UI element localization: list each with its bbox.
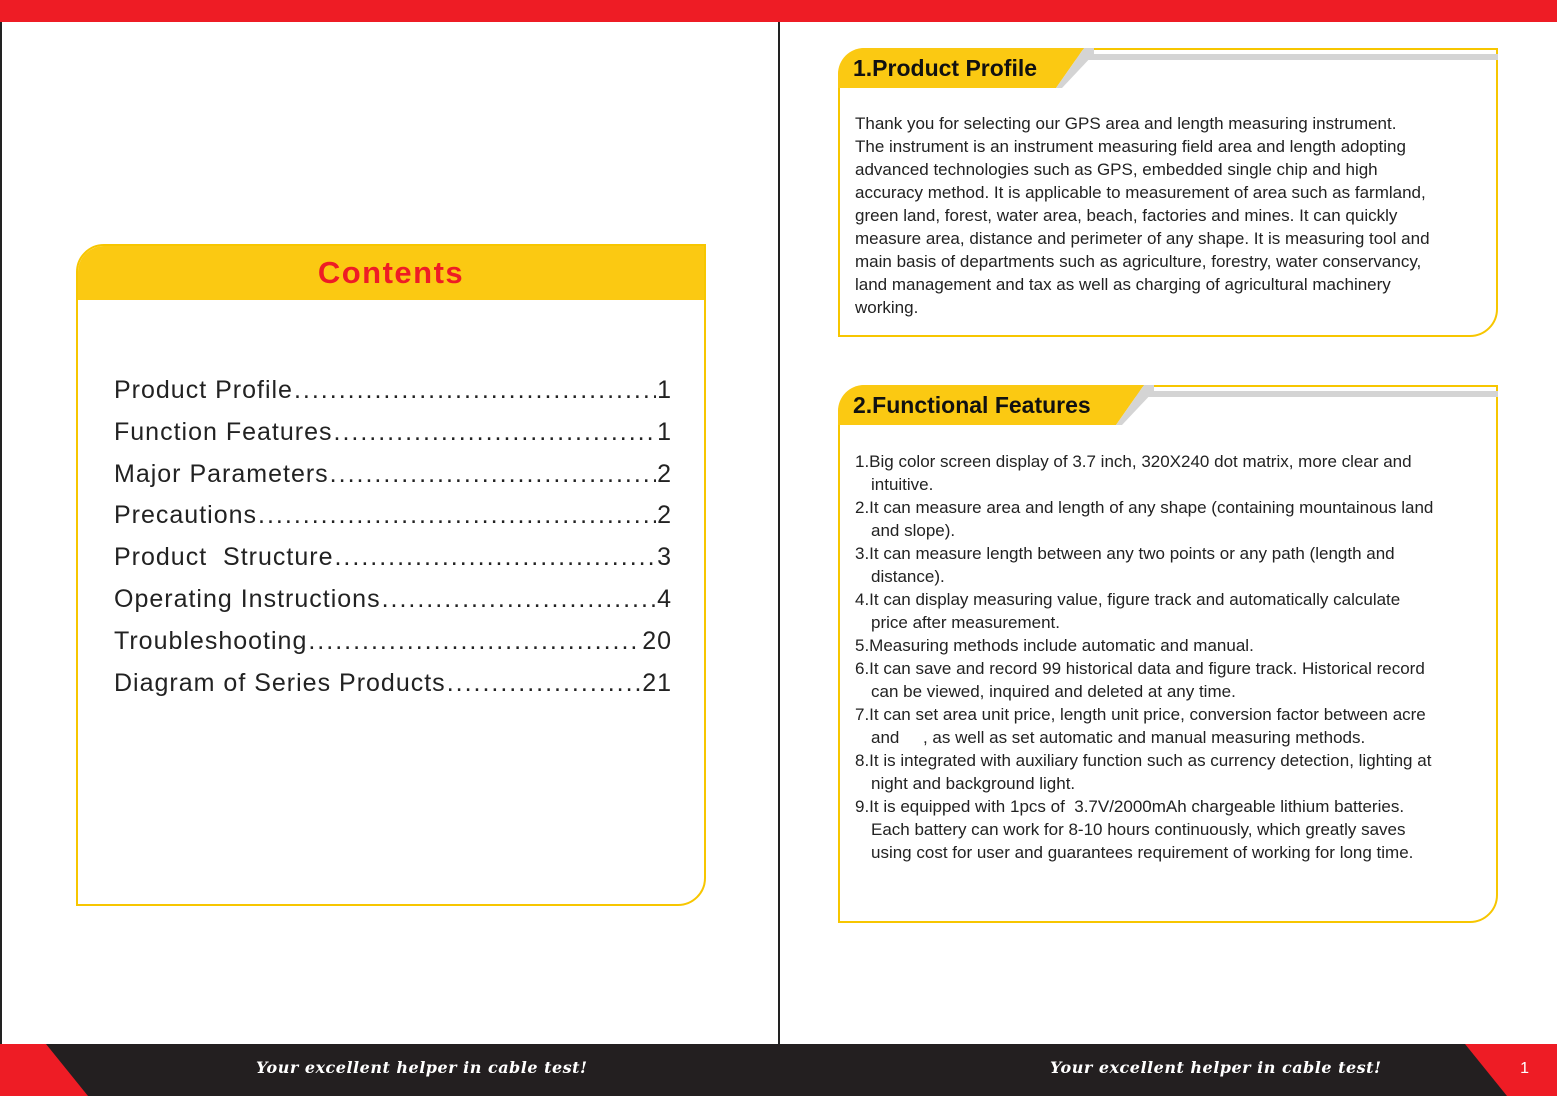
left-page: [0, 22, 778, 1044]
list-item-line: night and background light.: [871, 774, 1076, 793]
functional-features-list: [855, 450, 1433, 864]
toc-entry-page: 1: [657, 376, 672, 404]
paragraph-line: working.: [855, 298, 919, 317]
footer-red-corner-left: [0, 1044, 90, 1096]
paragraph-line: Thank you for selecting our GPS area and length measuring instrument.: [855, 114, 1397, 133]
list-item-line: 2.It can measure area and length of any shape (containing mountainous land: [855, 498, 1434, 517]
toc-leader-dots: [382, 585, 657, 614]
paragraph-line: The instrument is an instrument measuring field area and length adopting: [855, 137, 1406, 156]
toc-leader-dots: [258, 501, 656, 530]
toc-entry-title: Diagram of Series Products: [114, 668, 446, 697]
list-item: [855, 749, 1433, 795]
list-item: [855, 450, 1433, 496]
list-item-line: can be viewed, inquired and deleted at any time.: [871, 682, 1236, 701]
toc-entry-title: Precautions: [114, 501, 258, 530]
table-of-contents: [114, 376, 672, 710]
list-item: [855, 703, 1433, 749]
toc-entry-page: 2: [657, 501, 672, 530]
section-heading-tab: [838, 48, 1050, 88]
contents-title: Contents: [317, 255, 465, 290]
toc-leader-dots: [334, 543, 656, 572]
list-item-line: 1.Big color screen display of 3.7 inch, 320X240 dot matrix, more clear and: [855, 452, 1412, 471]
toc-entry-page: 2: [657, 459, 672, 488]
list-item: [855, 657, 1433, 703]
section-header-rule: [1134, 391, 1498, 397]
footer-bar: [0, 1044, 1557, 1096]
contents-header: [78, 246, 704, 300]
list-item-line: price after measurement.: [871, 613, 1060, 632]
list-item-line: 3.It can measure length between any two points or any path (length and: [855, 544, 1395, 563]
toc-entry-title: Function Features: [114, 417, 333, 446]
list-item-line: and , as well as set automatic and manual measuring methods.: [871, 728, 1366, 747]
toc-entry-page: 1: [657, 417, 672, 446]
toc-leader-dots: [447, 669, 642, 698]
toc-entry-title: Major Parameters: [114, 459, 329, 488]
page-number: 1: [1520, 1060, 1529, 1077]
toc-entry[interactable]: [114, 543, 672, 585]
toc-entry[interactable]: [114, 501, 672, 543]
paragraph-line: green land, forest, water area, beach, factories and mines. It can quickly: [855, 206, 1398, 225]
section-heading: 1.Product Profile: [853, 54, 1038, 81]
list-item-line: distance).: [871, 567, 945, 586]
toc-leader-dots: [330, 460, 656, 489]
toc-leader-dots: [334, 418, 657, 447]
list-item-line: 5.Measuring methods include automatic and manual.: [855, 636, 1254, 655]
list-item-line: and slope).: [871, 521, 956, 540]
toc-entry-title: Product Profile: [114, 376, 293, 404]
product-profile-section: [838, 48, 1498, 337]
list-item-line: using cost for user and guarantees requirement of working for long time.: [871, 843, 1414, 862]
section-heading: 2.Functional Features: [853, 391, 1091, 418]
list-item-line: intuitive.: [871, 475, 934, 494]
paragraph-line: accuracy method. It is applicable to measurement of area such as farmland,: [855, 183, 1426, 202]
section-tab-slant: [1048, 48, 1094, 88]
section-header-rule: [1072, 54, 1498, 60]
functional-features-section: [838, 385, 1498, 923]
product-profile-text: [855, 112, 1430, 319]
list-item: [855, 496, 1433, 542]
list-item-line: 9.It is equipped with 1pcs of 3.7V/2000mAh chargeable lithium batteries.: [855, 797, 1405, 816]
footer-slogan-left: Your excellent helper in cable test!: [256, 1058, 588, 1077]
toc-entry-page: 21: [642, 668, 672, 697]
section-heading-tab: [838, 385, 1110, 425]
toc-entry[interactable]: [114, 585, 672, 627]
footer-slogan-right: Your excellent helper in cable test!: [1050, 1058, 1382, 1077]
toc-entry[interactable]: [114, 418, 672, 460]
section-tab-slant: [1108, 385, 1154, 425]
toc-entry-title: Operating Instructions: [114, 584, 381, 613]
toc-entry[interactable]: [114, 669, 672, 711]
list-item: [855, 634, 1433, 657]
list-item: [855, 795, 1433, 864]
paragraph-line: measure area, distance and perimeter of any shape. It is measuring tool and: [855, 229, 1430, 248]
toc-leader-dots: [308, 627, 641, 656]
contents-box: [76, 244, 706, 906]
paragraph-line: land management and tax as well as charging of agricultural machinery: [855, 275, 1391, 294]
paragraph-line: advanced technologies such as GPS, embedded single chip and high: [855, 160, 1378, 179]
toc-entry-page: 3: [657, 543, 672, 572]
toc-entry-page: 4: [657, 584, 672, 613]
footer-red-corner-right: [1465, 1044, 1557, 1096]
toc-entry-title: Product Structure: [114, 543, 334, 572]
list-item-line: 7.It can set area unit price, length unit price, conversion factor between acre: [855, 705, 1426, 724]
list-item-line: 8.It is integrated with auxiliary function such as currency detection, lighting at: [855, 751, 1432, 770]
toc-entry[interactable]: [114, 460, 672, 502]
toc-entry-page: 20: [642, 626, 672, 655]
toc-entry[interactable]: [114, 627, 672, 669]
list-item: [855, 542, 1433, 588]
list-item-line: 6.It can save and record 99 historical data and figure track. Historical record: [855, 659, 1425, 678]
list-item-line: 4.It can display measuring value, figure track and automatically calculate: [855, 590, 1401, 609]
toc-entry[interactable]: [114, 376, 672, 418]
list-item: [855, 588, 1433, 634]
toc-leader-dots: [294, 376, 656, 405]
top-red-bar: [0, 0, 1557, 22]
paragraph-line: main basis of departments such as agriculture, forestry, water conservancy,: [855, 252, 1422, 271]
toc-entry-title: Troubleshooting: [114, 626, 308, 655]
list-item-line: Each battery can work for 8-10 hours continuously, which greatly saves: [871, 820, 1406, 839]
